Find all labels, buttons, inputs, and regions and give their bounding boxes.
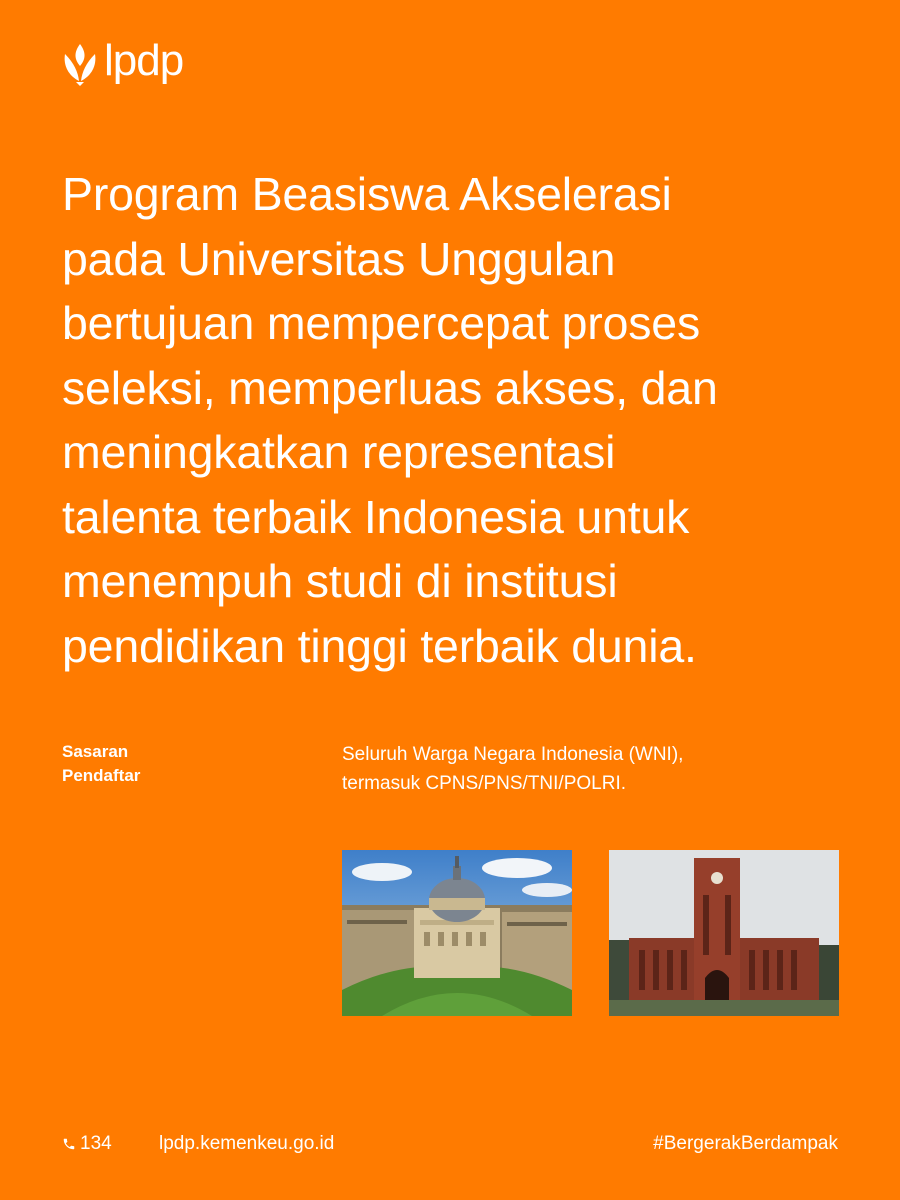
leaf-flame-icon <box>62 42 98 86</box>
headline-line: talenta terbaik Indonesia untuk <box>62 490 690 543</box>
headline-line: menempuh studi di institusi <box>62 555 618 607</box>
domed-library-university-photo <box>342 850 572 1016</box>
target-value-line: Seluruh Warga Negara Indonesia (WNI), <box>342 744 684 765</box>
hashtag: #BergerakBerdampak <box>653 1133 838 1154</box>
target-value <box>342 740 683 798</box>
lpdp-logo <box>62 36 184 86</box>
target-label <box>62 740 140 788</box>
headline-text <box>62 162 862 678</box>
footer-phone[interactable] <box>62 1131 112 1157</box>
website-link[interactable]: lpdp.kemenkeu.go.id <box>159 1133 335 1154</box>
headline-line: pendidikan tinggi terbaik dunia. <box>62 619 697 672</box>
target-value-line: termasuk CPNS/PNS/TNI/POLRI. <box>342 773 627 794</box>
brick-clock-tower-university-photo <box>609 850 839 1016</box>
phone-number: 134 <box>80 1133 112 1154</box>
target-label-line: Pendaftar <box>62 766 141 785</box>
headline-line: seleksi, memperluas akses, dan <box>62 361 718 414</box>
headline-line: pada Universitas Unggulan <box>62 232 616 285</box>
target-label-line: Sasaran <box>62 742 129 761</box>
footer <box>62 1131 838 1157</box>
phone-icon <box>62 1137 76 1151</box>
headline-line: meningkatkan representasi <box>62 426 616 478</box>
logo-wordmark: lpdp <box>104 36 184 85</box>
headline-line: Program Beasiswa Akselerasi <box>62 168 672 220</box>
headline-line: bertujuan mempercepat proses <box>62 297 700 349</box>
